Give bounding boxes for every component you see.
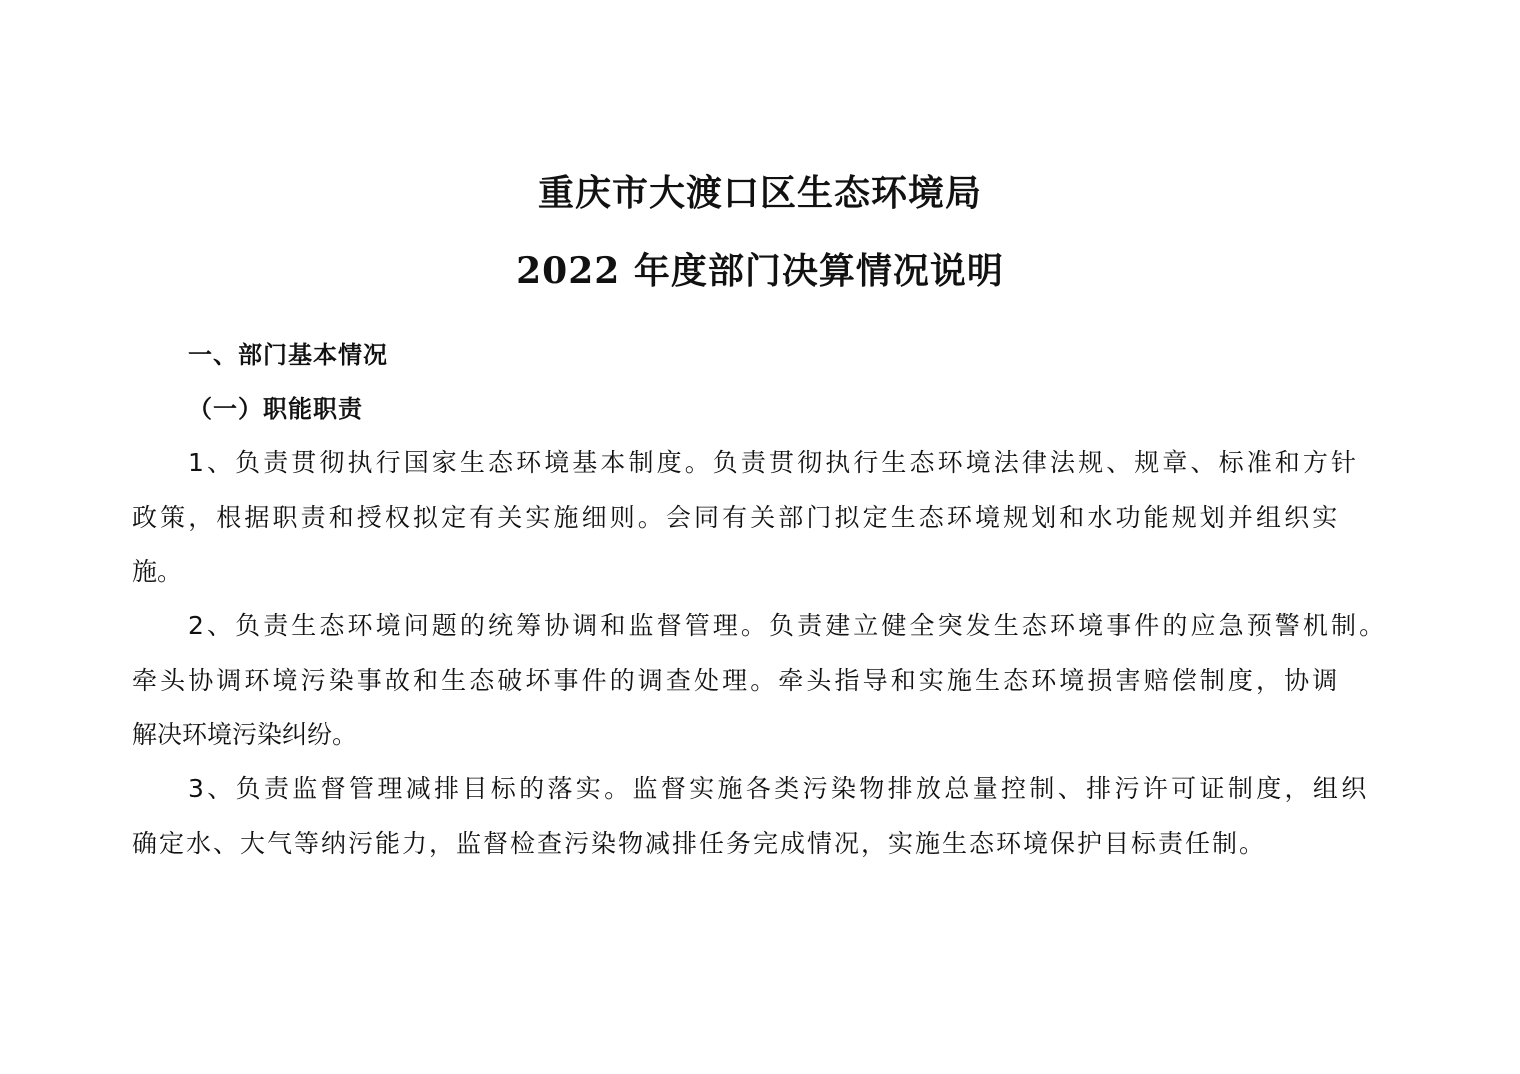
paragraph-line: 2、负责生态环境问题的统筹协调和监督管理。负责建立健全突发生态环境事件的应急预警机制。	[188, 611, 1388, 640]
paragraph-line: 解决环境污染纠纷。	[132, 720, 358, 749]
paragraph-line: 1、负责贯彻执行国家生态环境基本制度。负责贯彻执行生态环境法律法规、规章、标准和方针	[188, 448, 1360, 477]
paragraph-line: 3、负责监督管理减排目标的落实。监督实施各类污染物排放总量控制、排污许可证制度，组织	[188, 774, 1370, 803]
paragraph-line: 确定水、大气等纳污能力，监督检查污染物减排任务完成情况，实施生态环境保护目标责任制。	[132, 828, 1267, 858]
subsection-heading: （一）职能职责	[188, 395, 363, 423]
document-title: 重庆市大渡口区生态环境局	[537, 172, 982, 214]
paragraph-line: 施。	[132, 557, 183, 586]
paragraph-duty-1	[132, 436, 1392, 600]
paragraph-line: 牵头协调环境污染事故和生态破坏事件的调查处理。牵头指导和实施生态环境损害赔偿制度，协调	[132, 665, 1341, 695]
paragraph-duty-2	[132, 599, 1392, 763]
document-subtitle: 2022 年度部门决算情况说明	[516, 250, 1004, 292]
section-heading: 一、部门基本情况	[188, 341, 388, 369]
paragraph-duty-3	[132, 762, 1392, 871]
paragraph-line: 政策，根据职责和授权拟定有关实施细则。会同有关部门拟定生态环境规划和水功能规划并组织实	[132, 502, 1341, 532]
